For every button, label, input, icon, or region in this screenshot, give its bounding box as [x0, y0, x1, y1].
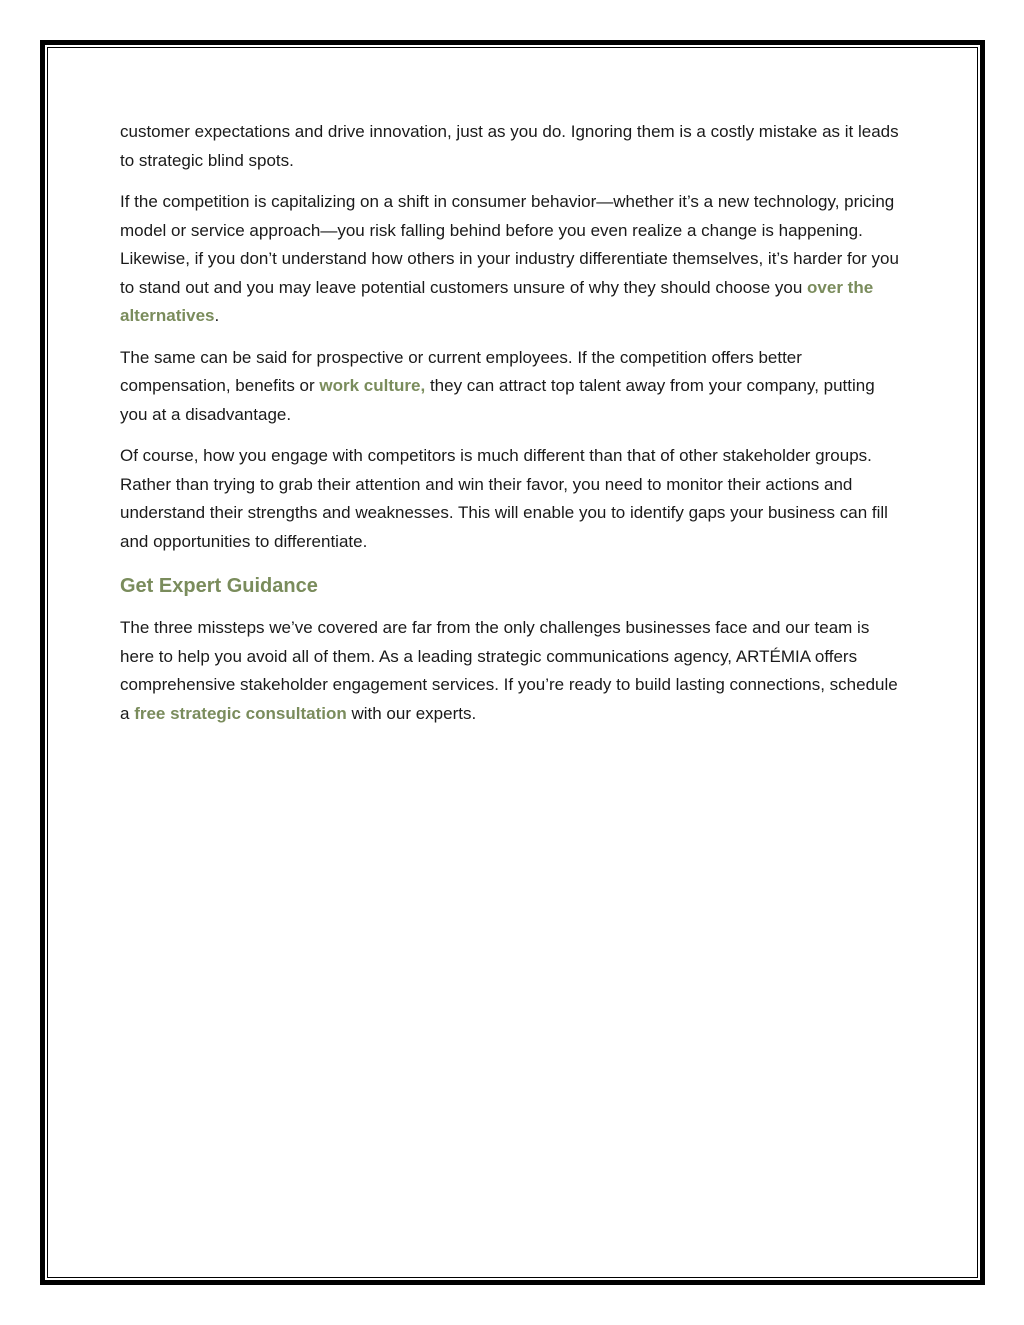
- link-over-the-alternatives[interactable]: over the alternatives: [120, 277, 874, 325]
- paragraph-2-end: .: [214, 306, 220, 325]
- paragraph-5-end: with our experts.: [346, 703, 477, 723]
- paragraph-4: Of course, how you engage with competitors is much different than that of other stakeholder groups. Rather than trying to grab their attention and win their favor, you need to monitor their actions and understand their strengths and weaknesses. This will enable you to identify gaps your business can fill and opportunities to differentiate.: [120, 446, 888, 551]
- link-work-culture[interactable]: work culture,: [319, 376, 426, 395]
- link-free-strategic-consultation[interactable]: free strategic consultation: [134, 703, 347, 723]
- paragraph-2-text: If the competition is capitalizing on a shift in consumer behavior—whether it’s a new technology, pricing model or service approach—you risk falling behind before you even realize a change is happening. Likewise, if you don’t understand how others in your industry differentiate themselves, it’s harder for you to stand out and you may leave potential customers unsure of why they should choose you: [120, 192, 899, 297]
- paragraph-3-text: The same can be said for prospective or current employees. If the competition offers better compensation, benefits or: [120, 347, 802, 395]
- paragraph-3: [120, 344, 905, 430]
- paragraph-3-end: they can attract top talent away from your company, putting you at a disadvantage.: [120, 376, 875, 424]
- document-body: [120, 118, 905, 741]
- section-heading: Get Expert Guidance: [120, 575, 318, 597]
- paragraph-1: customer expectations and drive innovation, just as you do. Ignoring them is a costly mistake as it leads to strategic blind spots.: [120, 122, 899, 170]
- paragraph-2: [120, 188, 905, 331]
- paragraph-5: [120, 614, 905, 728]
- paragraph-5-text: The three missteps we’ve covered are far from the only challenges businesses face and our team is here to help you avoid all of them. As a leading strategic communications agency, ARTÉMIA offers comprehensive stakeholder engagement services. If you’re ready to build lasting connections, schedule a: [120, 618, 898, 723]
